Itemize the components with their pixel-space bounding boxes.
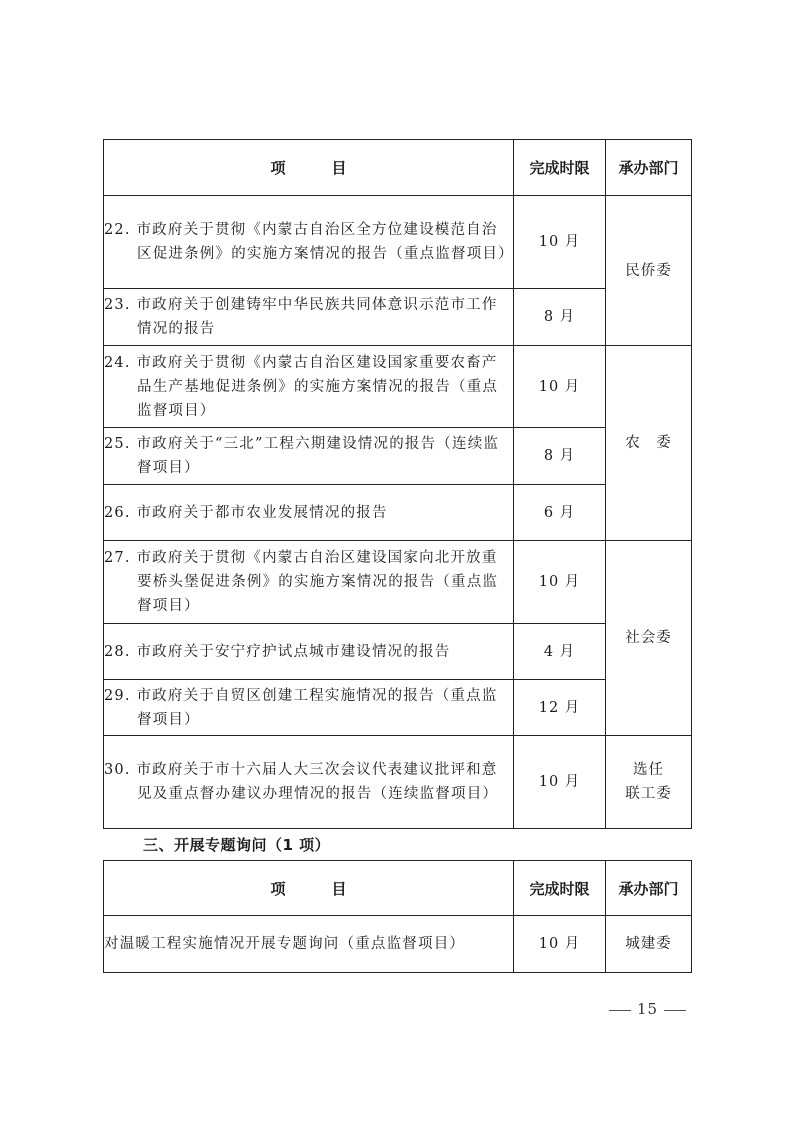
header-item: 项 目 (104, 140, 514, 196)
table-row (104, 680, 692, 736)
row-time: 10 月 (514, 196, 606, 289)
row-time: 10 月 (514, 346, 606, 428)
table-row (104, 196, 692, 289)
header-item: 项 目 (104, 861, 514, 916)
table-row (104, 346, 692, 428)
row-text: 26. 市政府关于都市农业发展情况的报告 (104, 504, 388, 521)
row-time: 12 月 (514, 680, 606, 736)
section-title: 三、开展专题询问（1 项） (143, 836, 331, 854)
row-text: 25. 市政府关于“三北”工程六期建设情况的报告（连续监督项目） (104, 436, 500, 476)
header-time: 完成时限 (514, 861, 606, 916)
inquiry-table (103, 860, 692, 973)
supervision-table (103, 139, 692, 829)
row-text: 23. 市政府关于创建铸牢中华民族共同体意识示范市工作情况的报告 (104, 297, 498, 337)
row-time: 10 月 (514, 541, 606, 624)
page-number-value: 15 (637, 1000, 659, 1018)
header-dept: 承办部门 (606, 861, 692, 916)
dept-xuanren-line1: 选任 (633, 762, 664, 778)
row-text: 对温暖工程实施情况开展专题询问（重点监督项目） (104, 936, 466, 952)
table-header-row (104, 861, 692, 916)
table-row (104, 736, 692, 829)
header-time: 完成时限 (514, 140, 606, 196)
dash-right (664, 1010, 686, 1011)
table-row (104, 624, 692, 680)
row-time: 10 月 (514, 916, 606, 973)
table-row (104, 289, 692, 346)
dept-minqiao: 民侨委 (606, 196, 692, 346)
table-row (104, 485, 692, 541)
table-row (104, 541, 692, 624)
dept-nong: 农 委 (606, 346, 692, 541)
table-header-row (104, 140, 692, 196)
row-time: 6 月 (514, 485, 606, 541)
page-number (603, 1000, 692, 1018)
dept-chengjian: 城建委 (606, 916, 692, 973)
header-dept: 承办部门 (606, 140, 692, 196)
row-time: 8 月 (514, 289, 606, 346)
table-row (104, 428, 692, 485)
row-text: 29. 市政府关于自贸区创建工程实施情况的报告（重点监督项目） (104, 687, 498, 728)
table-row (104, 916, 692, 973)
dept-shehui: 社会委 (606, 541, 692, 736)
row-time: 8 月 (514, 428, 606, 485)
row-text: 28. 市政府关于安宁疗护试点城市建设情况的报告 (104, 643, 451, 660)
dash-left (609, 1010, 631, 1011)
row-text: 27. 市政府关于贯彻《内蒙古自治区建设国家向北开放重要桥头堡促进条例》的实施方案情况的报告（重点监督项目） (104, 550, 499, 614)
row-text: 24. 市政府关于贯彻《内蒙古自治区建设国家重要农畜产品生产基地促进条例》的实施方案情况的报告（重点监督项目） (104, 354, 499, 419)
row-time: 10 月 (514, 736, 606, 829)
row-text: 22. 市政府关于贯彻《内蒙古自治区全方位建设模范自治区促进条例》的实施方案情况的报告（重点监督项目） (104, 222, 514, 262)
dept-xuanren (606, 736, 692, 829)
row-time: 4 月 (514, 624, 606, 680)
dept-xuanren-line2: 联工委 (625, 786, 672, 802)
row-text: 30. 市政府关于市十六届人大三次会议代表建议批评和意见及重点督办建议办理情况的报告（连续监督项目） (104, 762, 499, 802)
